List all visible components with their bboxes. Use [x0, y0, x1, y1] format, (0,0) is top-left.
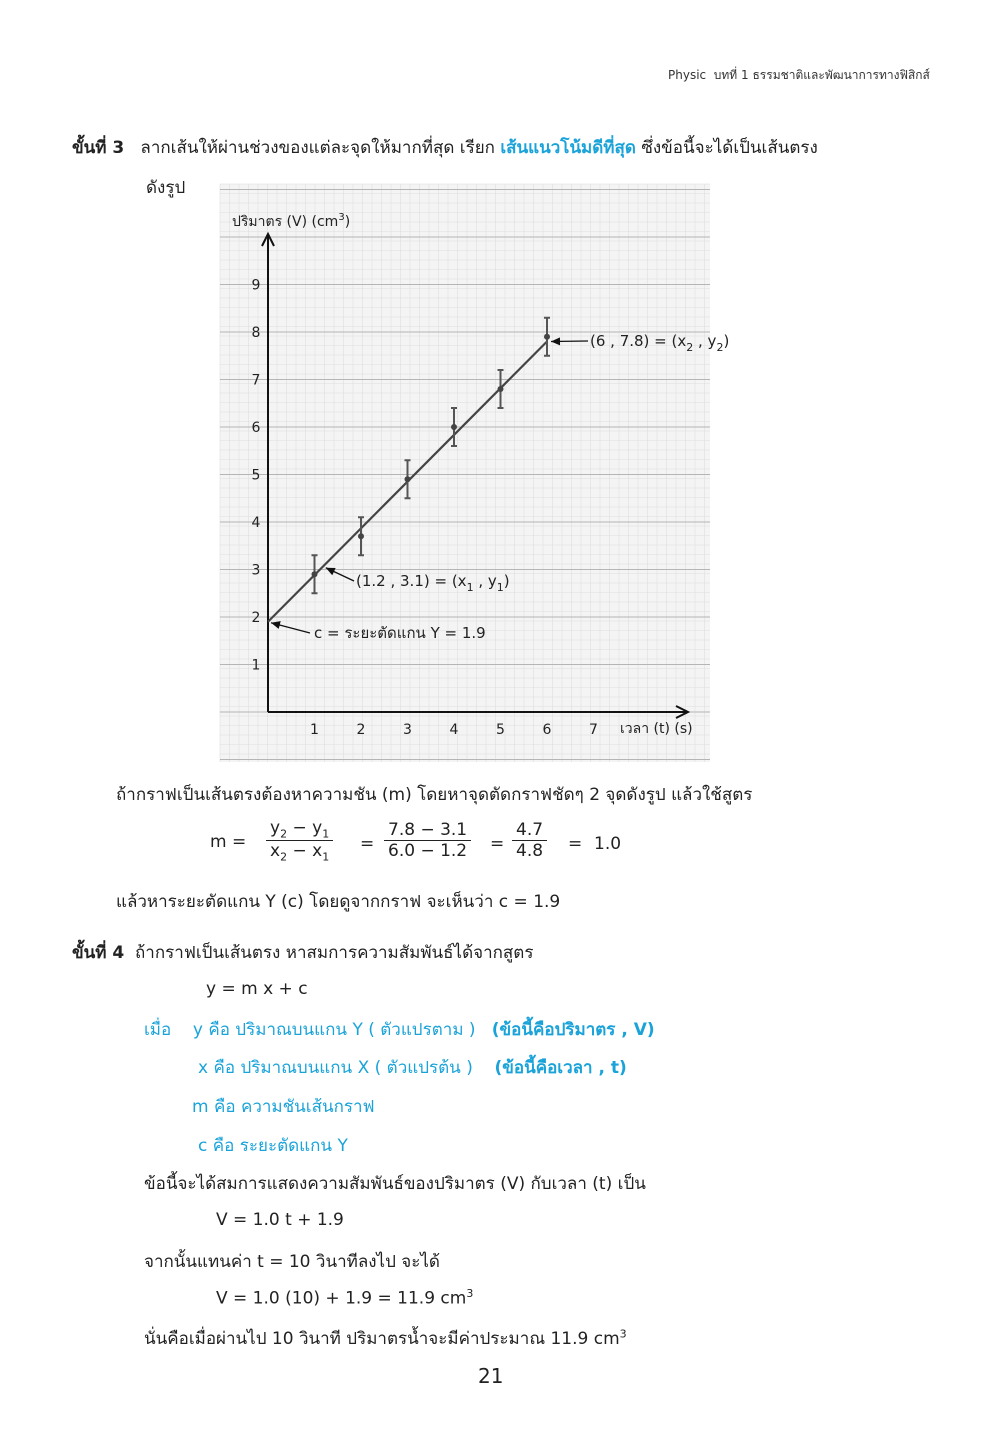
chart-ticks	[252, 278, 598, 739]
y-tick-label: 3	[251, 562, 261, 579]
def-x-note: (ข้อนี้คือเวลา , t)	[494, 1058, 627, 1078]
equals-sign-3: =	[568, 834, 583, 854]
def-c: c คือ ระยะตัดแกน Y	[198, 1136, 348, 1156]
def-x: x คือ ปริมาณบนแกน X ( ตัวแปรต้น )	[198, 1058, 473, 1078]
chart-axes	[262, 234, 688, 718]
linear-formula: y = m x + c	[206, 979, 308, 999]
step4-label: ขั้นที่ 4	[72, 943, 125, 963]
step3-text-b: ซึ่งข้อนี้จะได้เป็นเส้นตรง	[641, 138, 818, 158]
x-axis-label: เวลา (t) (s)	[620, 721, 693, 737]
y-tick-label: 6	[251, 420, 261, 436]
intercept-text: แล้วหาระยะตัดแกน Y (c) โดยดูจากกราฟ จะเห็นว่า c = 1.9	[116, 892, 561, 912]
x-tick-label: 4	[449, 722, 459, 738]
formula-denominator: $x_2 - x_1$	[270, 841, 330, 864]
step3-label: ขั้นที่ 3	[72, 138, 125, 158]
equals-sign-1: =	[360, 834, 375, 854]
annotation-point2: (6 , $7.8) = (x_2$ , $y_2$)	[590, 332, 730, 354]
equation-line: V = 1.0 t + 1.9	[216, 1210, 344, 1230]
def-y-note: (ข้อนี้คือปริมาตร , V)	[491, 1020, 655, 1040]
formula-numerator: $y_2 - y_1$	[266, 818, 333, 841]
slope-formula-fraction	[266, 818, 333, 864]
y-tick-label: 9	[251, 277, 261, 294]
volume-time-chart	[220, 184, 730, 762]
conclusion-line: นั่นคือเมื่อผ่านไป 10 วินาที ปริมาตรน้ำจะมีค่าประมาณ 11.9 $cm^3$	[144, 1327, 627, 1349]
y-tick-label: 4	[251, 515, 261, 531]
calc-line: V = 1.0 (10) + 1.9 = 11.9 $cm^3$	[216, 1287, 474, 1309]
data-point	[405, 476, 411, 482]
def-m: m คือ ความชันเส้นกราฟ	[192, 1097, 375, 1117]
x-tick-label: 7	[589, 722, 598, 738]
data-point	[498, 386, 504, 392]
y-tick-label: 7	[251, 372, 261, 389]
slope-intro: ถ้ากราฟเป็นเส้นตรงต้องหาความชัน (m) โดยหาจุดตัดกราฟชัดๆ 2 จุดดังรูป แล้วใช้สูตร	[116, 785, 753, 805]
step3-highlight: เส้นแนวโน้มดีที่สุด	[500, 138, 636, 158]
step3-text-a: ลากเส้นให้ผ่านช่วงของแต่ละจุดให้มากที่สุด เรียก	[140, 138, 495, 158]
y-tick-label: 2	[251, 610, 261, 626]
values-denominator: 6.0 − 1.2	[388, 841, 468, 861]
slope-result: 1.0	[594, 834, 622, 854]
data-point	[358, 533, 364, 539]
y-tick-label: 8	[251, 325, 261, 341]
header-chapter: บทที่ 1 ธรรมชาติและพัฒนาการทางฟิสิกส์	[713, 68, 930, 82]
values-numerator: 7.8 − 3.1	[384, 820, 471, 841]
data-point	[544, 334, 550, 340]
y-tick-label: 1	[251, 657, 261, 674]
y-tick-label: 5	[251, 467, 261, 484]
x-tick-label: 2	[356, 722, 366, 738]
def-y-line	[144, 1016, 655, 1043]
conclusion-sup: 3	[619, 1327, 627, 1341]
relation-text: ข้อนี้จะได้สมการแสดงความสัมพันธ์ของปริมาตร (V) กับเวลา (t) เป็น	[144, 1174, 646, 1194]
header-subject: Physic	[668, 68, 707, 82]
step4-line	[72, 939, 533, 966]
running-header	[668, 66, 930, 85]
page-number: 21	[478, 1364, 504, 1388]
def-y: y คือ ปริมาณบนแกน Y ( ตัวแปรตาม )	[192, 1020, 476, 1040]
when-label: เมื่อ	[144, 1020, 172, 1040]
annotation-point1: (1.2 , $3.1) = (x_1$ , $y_1$)	[356, 572, 510, 594]
slope-values-fraction	[384, 820, 471, 861]
annotation-intercept: c = ระยะตัดแกน Y = 1.9	[314, 624, 486, 642]
chart-grid	[220, 184, 710, 762]
arrow-intercept-head	[271, 621, 281, 629]
def-x-line	[198, 1054, 627, 1081]
x-tick-label: 1	[310, 722, 319, 738]
step3-line1	[72, 134, 818, 161]
y-axis-label: ปริมาตร (V) $(cm^3)$	[232, 212, 351, 230]
step4-text: ถ้ากราฟเป็นเส้นตรง หาสมการความสัมพันธ์ได้จากสูตร	[135, 943, 534, 963]
x-tick-label: 6	[542, 722, 552, 738]
substitute-text: จากนั้นแทนค่า t = 10 วินาทีลงไป จะได้	[144, 1252, 440, 1272]
reduced-denominator: 4.8	[516, 841, 544, 861]
x-tick-label: 3	[403, 722, 412, 738]
data-point	[451, 424, 457, 430]
x-tick-label: 5	[496, 722, 505, 738]
slope-reduced-fraction	[512, 820, 547, 861]
reduced-numerator: 4.7	[512, 820, 547, 841]
calc-sup: 3	[466, 1287, 474, 1300]
slope-m-label: m =	[210, 832, 247, 852]
step3-line2: ดังรูป	[146, 178, 186, 198]
equals-sign-2: =	[490, 834, 505, 854]
data-point	[312, 571, 318, 577]
